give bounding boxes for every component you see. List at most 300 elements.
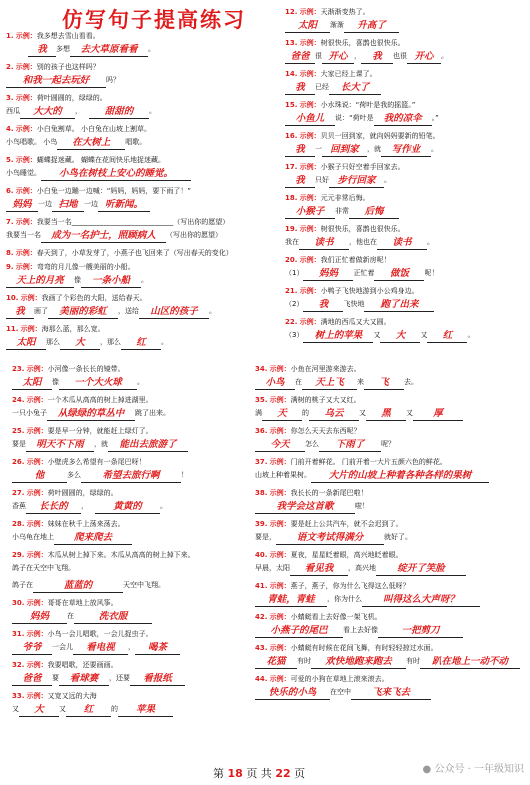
page-number: 18 bbox=[227, 767, 243, 780]
answer-blank: 小鸟 bbox=[255, 376, 295, 390]
answer-blank: 妈妈 bbox=[303, 267, 353, 281]
exercise-item bbox=[6, 154, 256, 183]
item-number: 1. bbox=[6, 32, 14, 40]
example-label: 示例： bbox=[299, 101, 321, 109]
exercise-prompt bbox=[255, 642, 527, 654]
prompt-text: 一 bbox=[315, 145, 322, 153]
answer-blank: 长大了 bbox=[329, 81, 381, 95]
exercise-prompt bbox=[255, 549, 527, 561]
item-number: 8. bbox=[6, 249, 14, 257]
exercise-item bbox=[255, 487, 527, 516]
item-number: 20. bbox=[285, 256, 298, 264]
answer-blank: 天上的月亮 bbox=[6, 274, 74, 288]
answer-blank: 大 bbox=[380, 329, 420, 343]
answer-blank: 太阳 bbox=[6, 336, 46, 350]
answer-blank: 厚 bbox=[413, 407, 463, 421]
exercise-item bbox=[285, 37, 525, 66]
answer-blank: 读书 bbox=[299, 236, 349, 250]
example-text: 别的孩子也这样吗？ bbox=[36, 63, 100, 71]
prompt-text: 一边 bbox=[84, 200, 98, 208]
answer-blank: 乌云 bbox=[309, 407, 359, 421]
exercise-item bbox=[285, 223, 525, 252]
item-number: 37. bbox=[255, 458, 268, 466]
exercise-item bbox=[6, 216, 256, 245]
answer-line bbox=[6, 104, 256, 121]
wechat-icon: ● bbox=[422, 764, 432, 775]
item-number: 15. bbox=[285, 101, 298, 109]
example-label: 示例： bbox=[26, 458, 48, 466]
example-label: 示例： bbox=[26, 692, 48, 700]
example-text: 蝴蝶捉迷藏。 蝴蝶在花间快乐地捉迷藏。 bbox=[36, 156, 165, 164]
answer-blank: 美丽的彩虹 bbox=[48, 305, 118, 319]
prompt-text: 。 bbox=[149, 107, 156, 115]
prompt-text: 。” bbox=[431, 114, 439, 122]
exercise-prompt bbox=[285, 316, 525, 328]
prompt-text: ，还要 bbox=[109, 674, 130, 682]
answer-blank: 成为一名护士，照顾病人 bbox=[41, 229, 166, 243]
answer-blank: 下雨了 bbox=[319, 438, 381, 452]
exercise-prompt bbox=[255, 673, 527, 685]
answer-blank: 苹果 bbox=[118, 703, 173, 717]
answer-blank: 妈妈 bbox=[6, 198, 38, 212]
answer-line bbox=[285, 173, 525, 190]
exercise-prompt bbox=[255, 425, 527, 437]
prompt-text: ， bbox=[75, 107, 82, 115]
prompt-text: ， bbox=[354, 52, 361, 60]
answer-blank: 妈妈 bbox=[12, 610, 67, 624]
answer-blank: 他 bbox=[12, 469, 67, 483]
answer-line bbox=[6, 197, 256, 214]
answer-blank: 我的凉伞 bbox=[374, 112, 432, 126]
answer-blank: 黄黄的 bbox=[95, 500, 160, 514]
exercise-prompt bbox=[12, 549, 252, 561]
prompt-text: 我要当一名 bbox=[6, 231, 41, 239]
answer-blank: 红 bbox=[121, 336, 161, 350]
item-number: 27. bbox=[12, 489, 25, 497]
exercise-prompt bbox=[255, 363, 527, 375]
exercise-prompt bbox=[6, 247, 256, 259]
answer-blank: 我 bbox=[285, 143, 315, 157]
item-number: 28. bbox=[12, 520, 25, 528]
prompt-text: 又 bbox=[406, 409, 413, 417]
prompt-text: 画了 bbox=[34, 307, 48, 315]
example-text: 荷叶圆圆的，绿绿的。 bbox=[36, 94, 107, 102]
example-text: 夏夜，星星眨着眼，高兴地眨着眼。 bbox=[290, 551, 403, 559]
exercise-item bbox=[12, 628, 252, 657]
exercise-item bbox=[255, 580, 527, 609]
prompt-text: 小鸟唱歌。 小鸟 bbox=[6, 138, 58, 146]
exercise-prompt bbox=[285, 68, 525, 80]
example-text: 小猴子只好空着手回家去。 bbox=[320, 163, 405, 171]
prompt-text: 我在 bbox=[285, 238, 299, 246]
answer-line bbox=[12, 640, 252, 657]
prompt-text: 天空中飞翔。 bbox=[123, 581, 165, 589]
answer-blank: 红 bbox=[66, 703, 111, 717]
example-text: 元元非常后悔。 bbox=[320, 194, 370, 202]
prompt-text: 又 bbox=[373, 331, 381, 339]
item-number: 5. bbox=[6, 156, 14, 164]
exercise-prompt bbox=[255, 611, 527, 623]
answer-line bbox=[6, 304, 256, 321]
prompt-text: 在 bbox=[67, 612, 74, 620]
watermark-text: 公众号 · 一年级知识 bbox=[434, 764, 524, 775]
answer-line bbox=[255, 685, 527, 702]
prompt-text: ，就 bbox=[94, 440, 108, 448]
example-label: 示例： bbox=[15, 125, 37, 133]
example-text: 你怎么天天去东西呢？ bbox=[290, 427, 361, 435]
exercise-item bbox=[285, 68, 525, 97]
item-number: 13. bbox=[285, 39, 298, 47]
prompt-text: 吗？ bbox=[106, 76, 120, 84]
answer-line bbox=[285, 328, 525, 345]
answer-blank: 小燕子的尾巴 bbox=[255, 624, 343, 638]
example-text: 大家已经上课了。 bbox=[320, 70, 377, 78]
exercise-prompt bbox=[255, 394, 527, 406]
exercise-prompt bbox=[285, 192, 525, 204]
prompt-text: 又 bbox=[420, 331, 428, 339]
item-number: 6. bbox=[6, 187, 14, 195]
item-number: 23. bbox=[12, 365, 25, 373]
prompt-text: 又 bbox=[359, 409, 366, 417]
answer-blank: 我 bbox=[6, 305, 34, 319]
example-text: 树很快乐，喜鹊也很快乐。 bbox=[320, 225, 405, 233]
item-number: 30. bbox=[12, 599, 25, 607]
exercise-item bbox=[6, 123, 256, 152]
answer-blank: 我 bbox=[361, 50, 393, 64]
item-number: 19. bbox=[285, 225, 298, 233]
answer-blank: 一个大火球 bbox=[59, 376, 137, 390]
exercise-item bbox=[255, 456, 527, 485]
exercise-item bbox=[255, 642, 527, 671]
answer-line bbox=[12, 499, 252, 516]
answer-blank: 花猫 bbox=[255, 655, 297, 669]
answer-line bbox=[285, 111, 525, 128]
exercise-prompt bbox=[6, 92, 256, 104]
prompt-text: 。 bbox=[431, 145, 438, 153]
answer-line bbox=[255, 468, 527, 485]
example-text: 小鸟一会儿唱歌，一会儿捉虫子。 bbox=[47, 630, 153, 638]
prompt-text: 。 bbox=[467, 331, 475, 339]
example-text: 海那么蓝，那么宽。 bbox=[41, 325, 105, 333]
prompt-text: 。 bbox=[137, 378, 144, 386]
answer-blank: 树上的苹果 bbox=[303, 329, 373, 343]
prompt-text: 。 bbox=[161, 338, 168, 346]
example-label: 示例： bbox=[269, 396, 291, 404]
prompt-text: 也很 bbox=[393, 52, 407, 60]
prompt-text: ，他也在 bbox=[349, 238, 377, 246]
answer-blank: 山区的孩子 bbox=[139, 305, 209, 319]
example-label: 示例： bbox=[269, 551, 291, 559]
answer-blank: 太阳 bbox=[12, 376, 52, 390]
example-label: 示例： bbox=[15, 249, 37, 257]
answer-blank: 飞来飞去 bbox=[351, 686, 431, 700]
exercise-item bbox=[255, 363, 527, 392]
example-text: 可爱的小狗在草地上滚来滚去。 bbox=[290, 675, 389, 683]
prompt-text: 鸽子在天空中飞翔。 bbox=[12, 564, 75, 572]
answer-line bbox=[255, 561, 527, 578]
example-label: 示例： bbox=[20, 294, 42, 302]
prompt-text: ，就 bbox=[367, 145, 381, 153]
exercise-item bbox=[285, 6, 525, 35]
example-label: 示例： bbox=[299, 287, 321, 295]
example-text: 小蜻蜓看上去好像一架飞机。 bbox=[290, 613, 382, 621]
answer-blank: 去大草原看看 bbox=[70, 43, 148, 57]
item-number: 21. bbox=[285, 287, 298, 295]
prompt-text: 去。 bbox=[404, 378, 418, 386]
page-footer bbox=[213, 765, 305, 781]
example-label: 示例： bbox=[26, 520, 48, 528]
answer-line bbox=[12, 561, 252, 578]
exercise-item bbox=[12, 549, 252, 595]
item-number: 24. bbox=[12, 396, 25, 404]
example-text: 我们正忙着做新房呢！ bbox=[320, 256, 391, 264]
exercise-prompt bbox=[285, 254, 525, 266]
answer-blank: 后悔 bbox=[349, 205, 399, 219]
answer-line bbox=[12, 375, 252, 392]
prompt-text: 西瓜 bbox=[6, 107, 20, 115]
exercise-item bbox=[12, 425, 252, 454]
example-text: 燕子，燕子，你为什么飞得这么低呀？ bbox=[290, 582, 410, 590]
prompt-text: ， bbox=[81, 502, 88, 510]
exercise-prompt bbox=[285, 6, 525, 18]
prompt-text: ， bbox=[128, 643, 135, 651]
prompt-text: 正忙着 bbox=[353, 269, 375, 277]
answer-blank: 洗衣服 bbox=[74, 610, 152, 624]
example-label: 示例： bbox=[299, 39, 321, 47]
item-number: 4. bbox=[6, 125, 14, 133]
example-label: 示例： bbox=[269, 489, 291, 497]
example-label: 示例： bbox=[15, 32, 37, 40]
answer-blank: 写作业 bbox=[381, 143, 431, 157]
answer-line bbox=[12, 702, 252, 719]
prompt-text: 说：“荷叶是 bbox=[335, 114, 374, 122]
exercise-prompt bbox=[255, 456, 527, 468]
exercise-item bbox=[12, 394, 252, 423]
example-text: 小鸭子飞快地游到小公鸡身边。 bbox=[320, 287, 419, 295]
exercise-prompt bbox=[12, 659, 252, 671]
answer-blank: 大大的 bbox=[20, 105, 75, 119]
exercise-item bbox=[255, 518, 527, 547]
example-text: 我长长的一条新尾巴啦！ bbox=[290, 489, 368, 497]
example-text: 小蜻蜓有时候在花间飞舞，有时轻轻掠过水面。 bbox=[290, 644, 438, 652]
answer-line bbox=[6, 135, 256, 152]
footer-suffix: 页 bbox=[294, 767, 306, 780]
answer-blank: 我 bbox=[303, 298, 343, 312]
exercise-prompt bbox=[6, 154, 256, 166]
answer-blank: 小鸟在树枝上安心的睡觉。 bbox=[41, 167, 191, 181]
exercise-prompt bbox=[285, 99, 525, 111]
prompt-text: 很 bbox=[315, 52, 322, 60]
answer-blank: 小猴子 bbox=[285, 205, 335, 219]
answer-line bbox=[255, 530, 527, 547]
exercise-item bbox=[6, 185, 256, 214]
prompt-text: 。 bbox=[441, 52, 448, 60]
example-text: 我画了个彩色的大阳，送给春天。 bbox=[41, 294, 147, 302]
exercise-item bbox=[285, 161, 525, 190]
example-label: 示例： bbox=[15, 187, 37, 195]
example-label: 示例： bbox=[299, 225, 321, 233]
item-number: 17. bbox=[285, 163, 298, 171]
exercise-prompt bbox=[285, 130, 525, 142]
prompt-text: 唱歌。 bbox=[125, 138, 147, 146]
example-label: 示例： bbox=[26, 661, 48, 669]
exercise-prompt bbox=[12, 487, 252, 499]
example-text: 门前开着鲜花。 门前开着一大片五颜六色的鲜花。 bbox=[290, 458, 447, 466]
example-text: 小壁虎多么希望有一条尾巴呀！ bbox=[47, 458, 146, 466]
example-text: 满地的西瓜又大又圆。 bbox=[320, 318, 391, 326]
answer-line bbox=[12, 468, 252, 485]
example-label: 示例： bbox=[299, 194, 321, 202]
answer-blank: 甜甜的 bbox=[89, 105, 149, 119]
item-number: 10. bbox=[6, 294, 19, 302]
example-text: 小白兔割草。 小白兔在山坡上割草。 bbox=[36, 125, 151, 133]
answer-blank: 看球赛 bbox=[59, 672, 109, 686]
example-label: 示例： bbox=[269, 675, 291, 683]
example-text: 木瓜从树上掉下来。木瓜从高高的树上掉下来。 bbox=[47, 551, 195, 559]
example-text: 春天到了，小草发芽了，小燕子也飞回来了（写出春天的变化） bbox=[36, 249, 233, 257]
exercise-prompt bbox=[12, 456, 252, 468]
exercise-item bbox=[285, 99, 525, 128]
answer-line bbox=[285, 18, 525, 35]
prompt-text: 早晨，太阳 bbox=[255, 564, 290, 572]
exercise-item bbox=[12, 363, 252, 392]
answer-blank: 能出去旅游了 bbox=[108, 438, 188, 452]
prompt-text: 。 bbox=[427, 238, 434, 246]
exercise-item bbox=[6, 92, 256, 121]
exercise-prompt bbox=[6, 261, 256, 273]
prompt-text: 就好了。 bbox=[384, 533, 412, 541]
answer-blank: 绽开了笑脸 bbox=[376, 562, 466, 576]
prompt-text: 啦！ bbox=[355, 502, 369, 510]
example-label: 示例： bbox=[269, 644, 291, 652]
example-text: 荷叶圆圆的，绿绿的。 bbox=[47, 489, 118, 497]
answer-line bbox=[255, 623, 527, 640]
prompt-text: 。 bbox=[384, 176, 391, 184]
answer-blank: 希望去旅行啊 bbox=[81, 469, 181, 483]
prompt-text: 要是， bbox=[255, 533, 276, 541]
page-total: 22 bbox=[275, 767, 291, 780]
prompt-text: 。 bbox=[141, 276, 148, 284]
prompt-text: 来 bbox=[357, 378, 364, 386]
example-label: 示例： bbox=[26, 599, 48, 607]
prompt-text: 一只小兔子 bbox=[12, 409, 47, 417]
example-text: 又宽又远的大海 bbox=[47, 692, 97, 700]
answer-blank: 步行回家 bbox=[329, 174, 384, 188]
prompt-text: 又 bbox=[59, 705, 66, 713]
exercise-prompt bbox=[6, 61, 256, 73]
answer-line bbox=[255, 654, 527, 671]
prompt-text: 只好 bbox=[315, 176, 329, 184]
answer-blank: 一条小船 bbox=[81, 274, 141, 288]
exercise-prompt bbox=[12, 363, 252, 375]
exercise-item bbox=[285, 192, 525, 221]
example-label: 示例： bbox=[15, 156, 37, 164]
answer-line bbox=[6, 273, 256, 290]
answer-line bbox=[255, 499, 527, 516]
answer-line bbox=[285, 204, 525, 221]
exercise-prompt bbox=[6, 30, 256, 42]
exercise-item bbox=[255, 611, 527, 640]
item-number: 7. bbox=[6, 218, 14, 226]
example-label: 示例： bbox=[15, 263, 37, 271]
answer-blank: 天 bbox=[262, 407, 302, 421]
example-text: 树很快乐，喜鹊也很快乐。 bbox=[320, 39, 405, 47]
item-number: 39. bbox=[255, 520, 268, 528]
example-text: 我要当一名_____________________________（写出你的愿望） bbox=[36, 218, 230, 226]
exercise-prompt bbox=[255, 518, 527, 530]
answer-blank: 读书 bbox=[377, 236, 427, 250]
prompt-text: 已经 bbox=[315, 83, 329, 91]
example-text: 我要唱歌，还要画画。 bbox=[47, 661, 118, 669]
prompt-text: 的 bbox=[111, 705, 118, 713]
item-number: 3. bbox=[6, 94, 14, 102]
exercise-prompt bbox=[6, 323, 256, 335]
exercise-prompt bbox=[12, 425, 252, 437]
answer-blank: 青蛙，青蛙 bbox=[255, 593, 327, 607]
example-text: 一个木瓜从高高的树上掉进湖里。 bbox=[47, 396, 153, 404]
exercise-item bbox=[255, 549, 527, 578]
prompt-text: 。 bbox=[160, 502, 167, 510]
prompt-text: 在 bbox=[295, 378, 302, 386]
answer-line bbox=[6, 42, 256, 59]
exercise-prompt bbox=[285, 161, 525, 173]
answer-line bbox=[285, 80, 525, 97]
example-label: 示例： bbox=[15, 63, 37, 71]
example-label: 示例： bbox=[299, 318, 321, 326]
answer-blank: 红 bbox=[427, 329, 467, 343]
answer-blank: 和我一起去玩好 bbox=[6, 74, 106, 88]
answer-line bbox=[285, 297, 525, 314]
prompt-text: 小鸟睡觉。 bbox=[6, 169, 41, 177]
answer-blank: 做饭 bbox=[374, 267, 424, 281]
exercise-item bbox=[6, 30, 256, 59]
example-text: 弯弯的月儿像一艘美丽的小船。 bbox=[36, 263, 135, 271]
answer-blank: 小鱼儿 bbox=[285, 112, 335, 126]
prompt-text: 满 bbox=[255, 409, 262, 417]
item-number: 25. bbox=[12, 427, 25, 435]
item-number: 11. bbox=[6, 325, 19, 333]
example-label: 示例： bbox=[299, 256, 321, 264]
item-number: 12. bbox=[285, 8, 298, 16]
prompt-text: 要 bbox=[52, 674, 59, 682]
answer-line bbox=[12, 530, 252, 547]
answer-line bbox=[12, 671, 252, 688]
footer-prefix: 第 bbox=[213, 767, 224, 780]
example-label: 示例： bbox=[269, 582, 291, 590]
answer-line bbox=[6, 73, 256, 90]
prompt-text: ，高兴地 bbox=[348, 564, 376, 572]
answer-blank: 听新闻。 bbox=[98, 198, 150, 212]
answer-blank: 一把剪刀 bbox=[378, 624, 463, 638]
answer-blank: 蓝蓝的 bbox=[33, 579, 123, 593]
prompt-text: 跳了出来。 bbox=[135, 409, 170, 417]
exercise-column-3 bbox=[12, 363, 252, 721]
prompt-text: （写出你的愿望） bbox=[166, 231, 222, 239]
example-label: 示例： bbox=[299, 132, 321, 140]
exercise-column-1 bbox=[6, 30, 256, 354]
prompt-text: （1） bbox=[285, 269, 304, 277]
prompt-text: 多想 bbox=[56, 45, 70, 53]
exercise-prompt bbox=[255, 487, 527, 499]
exercise-prompt bbox=[285, 285, 525, 297]
answer-blank: 扫地 bbox=[52, 198, 84, 212]
exercise-item bbox=[285, 316, 525, 345]
answer-blank: 叫得这么大声呀？ bbox=[362, 593, 480, 607]
answer-blank: 爸爸 bbox=[285, 50, 315, 64]
example-text: 小河像一条长长的镜带。 bbox=[47, 365, 125, 373]
item-number: 42. bbox=[255, 613, 268, 621]
exercise-item bbox=[12, 659, 252, 688]
